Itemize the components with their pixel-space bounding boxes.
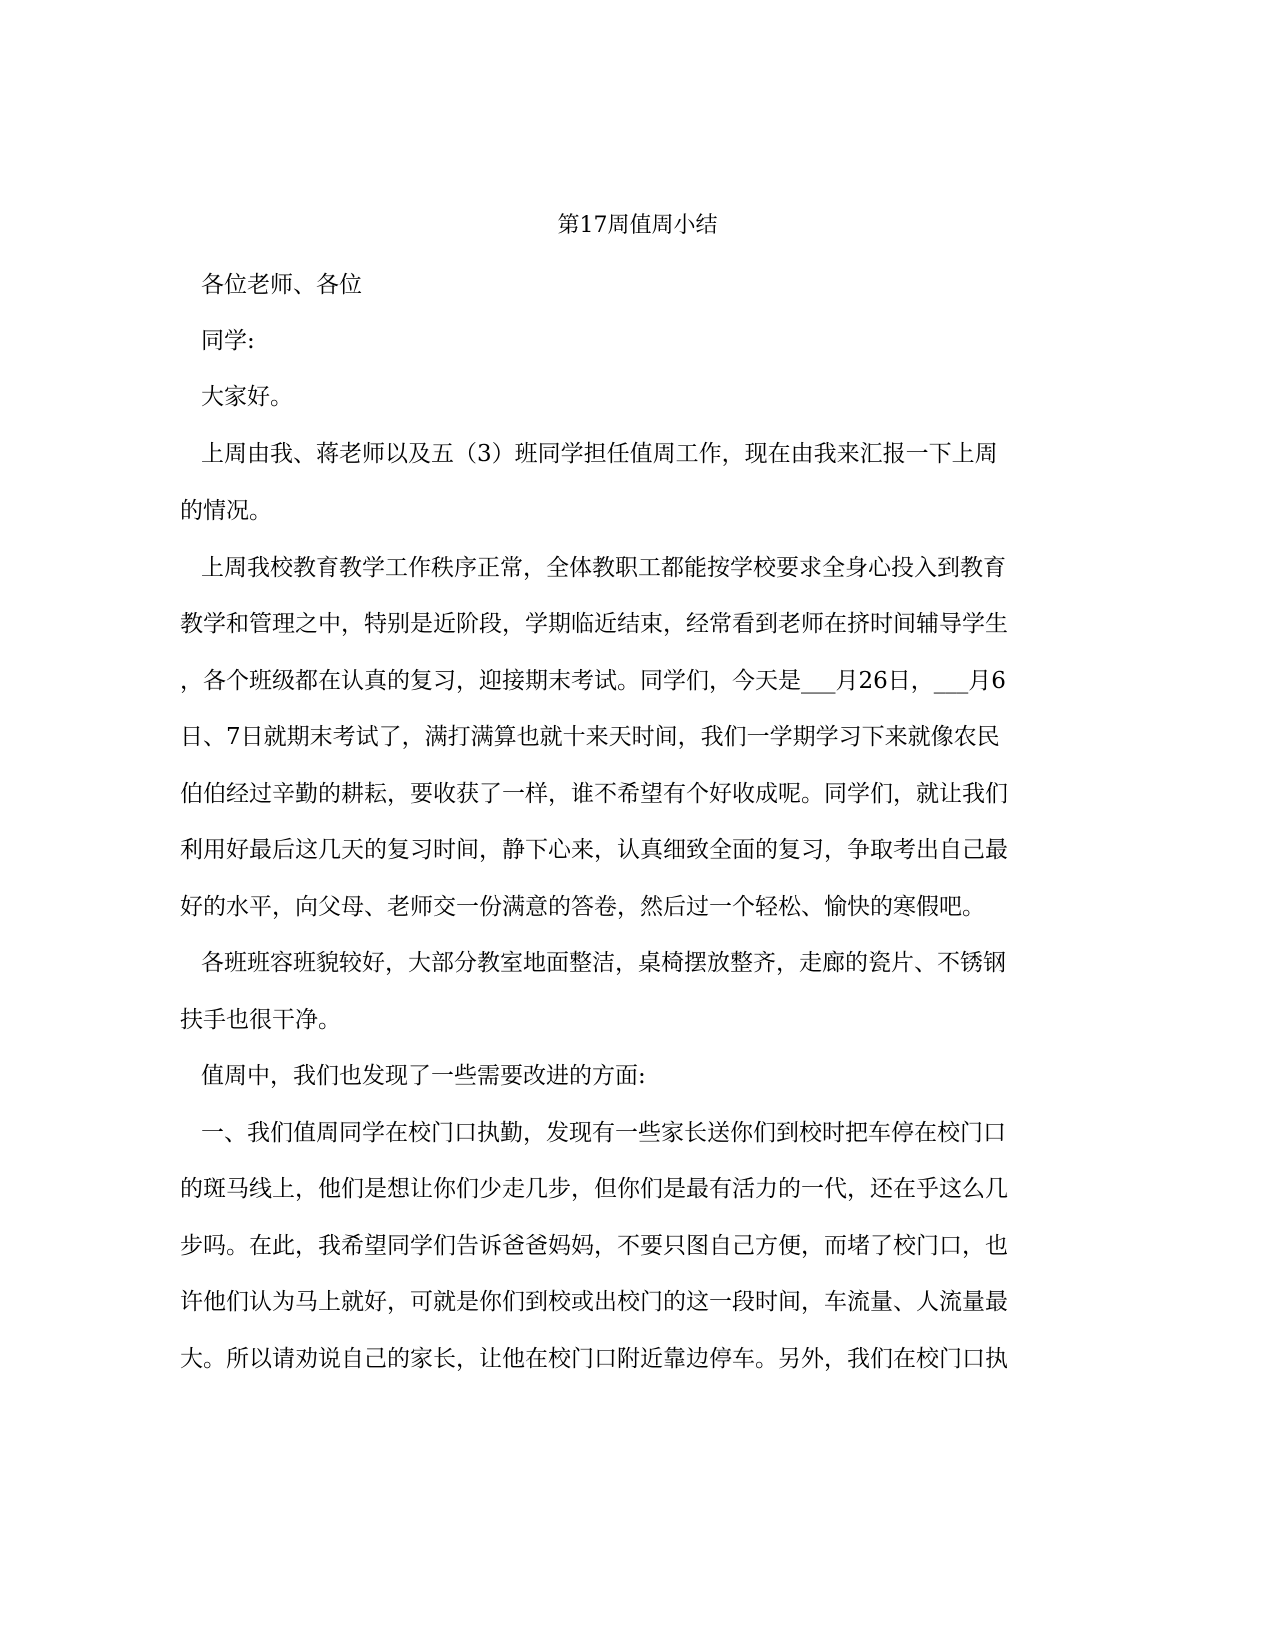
paragraph-line: 各班班容班貌较好，大部分教室地面整洁，桌椅摆放整齐，走廊的瓷片、不锈钢 [201, 950, 1006, 976]
paragraph-line: 教学和管理之中，特别是近阶段，学期临近结束，经常看到老师在挤时间辅导学生 [180, 611, 1008, 637]
paragraph-line: 一、我们值周同学在校门口执勤，发现有一些家长送你们到校时把车停在校门口 [201, 1120, 1006, 1146]
paragraph-line: 伯伯经过辛勤的耕耘，要收获了一样，谁不希望有个好收成呢。同学们，就让我们 [180, 781, 1008, 807]
paragraph-line: ，各个班级都在认真的复习，迎接期末考试。同学们，今天是___月26日，___月6 [180, 668, 1006, 694]
paragraph-line: 的情况。 [180, 498, 272, 524]
paragraph-line: 大。所以请劝说自己的家长，让他在校门口附近靠边停车。另外，我们在校门口执 [180, 1346, 1008, 1372]
paragraph-line: 利用好最后这几天的复习时间，静下心来，认真细致全面的复习，争取考出自己最 [180, 837, 1008, 863]
greeting-line: 同学: [201, 328, 255, 354]
paragraph-line: 好的水平，向父母、老师交一份满意的答卷，然后过一个轻松、愉快的寒假吧。 [180, 894, 985, 920]
paragraph-line: 扶手也很干净。 [180, 1007, 341, 1033]
paragraph-line: 许他们认为马上就好，可就是你们到校或出校门的这一段时间，车流量、人流量最 [180, 1289, 1008, 1315]
paragraph-line: 步吗。在此，我希望同学们告诉爸爸妈妈，不要只图自己方便，而堵了校门口，也 [180, 1233, 1008, 1259]
paragraph-line: 上周我校教育教学工作秩序正常，全体教职工都能按学校要求全身心投入到教育 [201, 555, 1006, 581]
paragraph-line: 日、7日就期末考试了，满打满算也就十来天时间，我们一学期学习下来就像农民 [180, 724, 1000, 750]
paragraph-line: 上周由我、蒋老师以及五（3）班同学担任值周工作，现在由我来汇报一下上周 [201, 441, 998, 467]
greeting-line: 大家好。 [201, 384, 293, 410]
paragraph-line: 值周中，我们也发现了一些需要改进的方面: [201, 1063, 646, 1089]
document-title: 第17周值周小结 [557, 213, 718, 238]
greeting-line: 各位老师、各位 [201, 272, 362, 298]
paragraph-line: 的斑马线上，他们是想让你们少走几步，但你们是最有活力的一代，还在乎这么几 [180, 1176, 1008, 1202]
